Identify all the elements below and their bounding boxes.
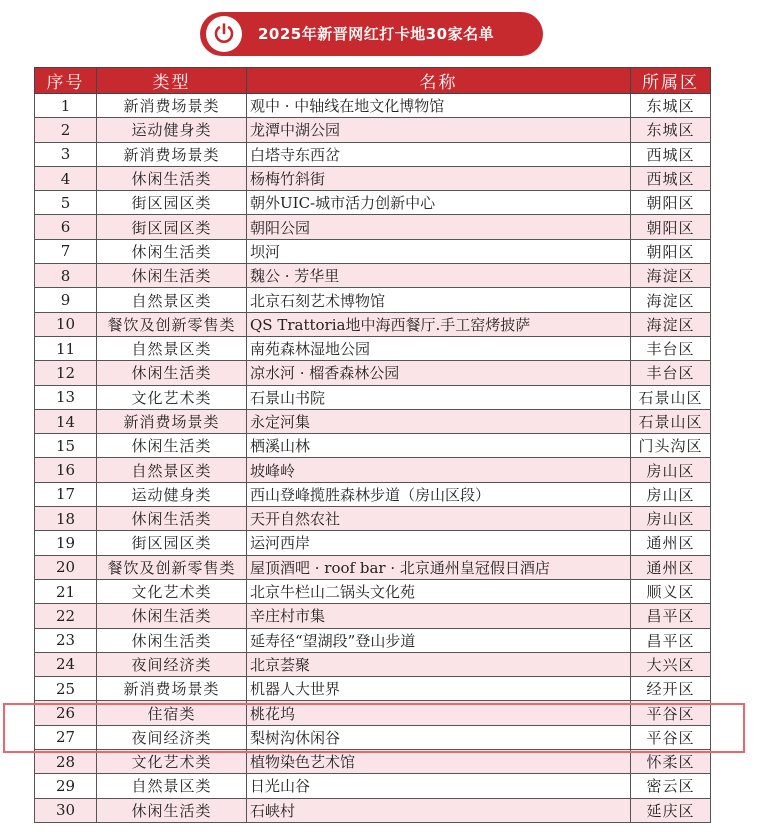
row-district-cell: 西城区 [631, 166, 711, 190]
row-type-cell: 新消费场景类 [97, 409, 247, 433]
row-number-cell: 29 [35, 774, 97, 798]
row-type-cell: 休闲生活类 [97, 239, 247, 263]
row-number-cell: 4 [35, 166, 97, 190]
row-district-cell: 通州区 [631, 555, 711, 579]
row-district-cell: 延庆区 [631, 798, 711, 822]
table-row [35, 312, 711, 336]
row-type-cell: 休闲生活类 [97, 361, 247, 385]
power-icon [206, 16, 242, 52]
row-type-cell: 街区园区类 [97, 531, 247, 555]
row-district-cell: 通州区 [631, 531, 711, 555]
row-number-cell: 15 [35, 434, 97, 458]
row-district-cell: 昌平区 [631, 604, 711, 628]
row-number-cell: 27 [35, 725, 97, 749]
row-district-cell: 海淀区 [631, 264, 711, 288]
row-type-cell: 新消费场景类 [97, 142, 247, 166]
header-number: 序号 [35, 68, 97, 94]
row-type-cell: 住宿类 [97, 701, 247, 725]
row-name-cell: 辛庄村市集 [247, 604, 631, 628]
row-type-cell: 文化艺术类 [97, 385, 247, 409]
row-number-cell: 21 [35, 579, 97, 603]
row-number-cell: 14 [35, 409, 97, 433]
page-title: 2025年新晋网红打卡地30家名单 [258, 25, 495, 43]
table-row [35, 458, 711, 482]
list-table-container [34, 67, 710, 823]
row-name-cell: 西山登峰揽胜森林步道（房山区段） [247, 482, 631, 506]
row-district-cell: 朝阳区 [631, 239, 711, 263]
row-name-cell: 桃花坞 [247, 701, 631, 725]
row-district-cell: 房山区 [631, 458, 711, 482]
row-number-cell: 25 [35, 677, 97, 701]
row-type-cell: 夜间经济类 [97, 652, 247, 676]
row-type-cell: 文化艺术类 [97, 750, 247, 774]
table-header-row [35, 68, 711, 94]
table-row [35, 774, 711, 798]
table-row [35, 628, 711, 652]
row-district-cell: 海淀区 [631, 288, 711, 312]
row-type-cell: 自然景区类 [97, 458, 247, 482]
row-name-cell: 栖溪山林 [247, 434, 631, 458]
table-row [35, 94, 711, 118]
table-row [35, 507, 711, 531]
table-row [35, 579, 711, 603]
row-type-cell: 运动健身类 [97, 482, 247, 506]
row-district-cell: 门头沟区 [631, 434, 711, 458]
table-row [35, 166, 711, 190]
row-district-cell: 经开区 [631, 677, 711, 701]
row-name-cell: 白塔寺东西岔 [247, 142, 631, 166]
row-type-cell: 餐饮及创新零售类 [97, 312, 247, 336]
table-row [35, 336, 711, 360]
row-number-cell: 6 [35, 215, 97, 239]
row-district-cell: 平谷区 [631, 725, 711, 749]
row-district-cell: 东城区 [631, 94, 711, 118]
row-type-cell: 运动健身类 [97, 118, 247, 142]
row-name-cell: 北京牛栏山二锅头文化苑 [247, 579, 631, 603]
row-number-cell: 30 [35, 798, 97, 822]
row-name-cell: 朝外UIC-城市活力创新中心 [247, 191, 631, 215]
row-district-cell: 平谷区 [631, 701, 711, 725]
row-type-cell: 文化艺术类 [97, 579, 247, 603]
table-row [35, 191, 711, 215]
table-row [35, 531, 711, 555]
row-number-cell: 8 [35, 264, 97, 288]
table-row [35, 555, 711, 579]
row-number-cell: 7 [35, 239, 97, 263]
row-name-cell: 石峡村 [247, 798, 631, 822]
row-name-cell: 坡峰岭 [247, 458, 631, 482]
row-district-cell: 石景山区 [631, 409, 711, 433]
row-district-cell: 石景山区 [631, 385, 711, 409]
row-number-cell: 9 [35, 288, 97, 312]
title-banner [200, 12, 543, 56]
header-type: 类型 [97, 68, 247, 94]
row-name-cell: 植物染色艺术馆 [247, 750, 631, 774]
row-name-cell: QS Trattoria地中海西餐厅.手工窑烤披萨 [247, 312, 631, 336]
table-row [35, 725, 711, 749]
row-district-cell: 朝阳区 [631, 191, 711, 215]
row-name-cell: 永定河集 [247, 409, 631, 433]
row-type-cell: 夜间经济类 [97, 725, 247, 749]
row-number-cell: 17 [35, 482, 97, 506]
row-number-cell: 16 [35, 458, 97, 482]
table-row [35, 798, 711, 822]
row-number-cell: 20 [35, 555, 97, 579]
row-type-cell: 街区园区类 [97, 215, 247, 239]
row-name-cell: 机器人大世界 [247, 677, 631, 701]
row-type-cell: 休闲生活类 [97, 166, 247, 190]
row-name-cell: 梨树沟休闲谷 [247, 725, 631, 749]
row-district-cell: 西城区 [631, 142, 711, 166]
table-row [35, 409, 711, 433]
row-number-cell: 2 [35, 118, 97, 142]
row-type-cell: 新消费场景类 [97, 94, 247, 118]
row-name-cell: 杨梅竹斜街 [247, 166, 631, 190]
row-type-cell: 自然景区类 [97, 774, 247, 798]
header-district: 所属区 [631, 68, 711, 94]
row-name-cell: 石景山书院 [247, 385, 631, 409]
row-type-cell: 休闲生活类 [97, 264, 247, 288]
row-type-cell: 休闲生活类 [97, 434, 247, 458]
header-name: 名称 [247, 68, 631, 94]
table-row [35, 361, 711, 385]
row-number-cell: 12 [35, 361, 97, 385]
list-table [34, 67, 711, 823]
row-name-cell: 朝阳公园 [247, 215, 631, 239]
row-district-cell: 丰台区 [631, 336, 711, 360]
row-district-cell: 房山区 [631, 482, 711, 506]
row-type-cell: 自然景区类 [97, 336, 247, 360]
row-type-cell: 餐饮及创新零售类 [97, 555, 247, 579]
table-row [35, 118, 711, 142]
table-row [35, 264, 711, 288]
row-number-cell: 28 [35, 750, 97, 774]
row-number-cell: 13 [35, 385, 97, 409]
row-district-cell: 丰台区 [631, 361, 711, 385]
table-row [35, 677, 711, 701]
row-number-cell: 11 [35, 336, 97, 360]
row-number-cell: 5 [35, 191, 97, 215]
row-type-cell: 街区园区类 [97, 191, 247, 215]
row-district-cell: 朝阳区 [631, 215, 711, 239]
row-number-cell: 1 [35, 94, 97, 118]
table-row [35, 288, 711, 312]
row-number-cell: 3 [35, 142, 97, 166]
table-row [35, 604, 711, 628]
row-number-cell: 24 [35, 652, 97, 676]
table-row [35, 750, 711, 774]
row-district-cell: 顺义区 [631, 579, 711, 603]
row-name-cell: 北京荟聚 [247, 652, 631, 676]
row-number-cell: 19 [35, 531, 97, 555]
table-row [35, 215, 711, 239]
table-row [35, 482, 711, 506]
row-name-cell: 运河西岸 [247, 531, 631, 555]
table-row [35, 701, 711, 725]
row-district-cell: 房山区 [631, 507, 711, 531]
table-row [35, 652, 711, 676]
row-name-cell: 日光山谷 [247, 774, 631, 798]
row-district-cell: 昌平区 [631, 628, 711, 652]
row-name-cell: 凉水河 · 榴香森林公园 [247, 361, 631, 385]
row-name-cell: 观中 · 中轴线在地文化博物馆 [247, 94, 631, 118]
row-district-cell: 东城区 [631, 118, 711, 142]
row-name-cell: 南苑森林湿地公园 [247, 336, 631, 360]
table-row [35, 239, 711, 263]
row-district-cell: 大兴区 [631, 652, 711, 676]
row-number-cell: 10 [35, 312, 97, 336]
row-type-cell: 新消费场景类 [97, 677, 247, 701]
row-district-cell: 海淀区 [631, 312, 711, 336]
table-row [35, 142, 711, 166]
row-name-cell: 坝河 [247, 239, 631, 263]
row-name-cell: 延寿径“望湖段”登山步道 [247, 628, 631, 652]
row-district-cell: 密云区 [631, 774, 711, 798]
row-name-cell: 屋顶酒吧 · roof bar · 北京通州皇冠假日酒店 [247, 555, 631, 579]
table-row [35, 434, 711, 458]
row-name-cell: 天开自然农社 [247, 507, 631, 531]
row-type-cell: 休闲生活类 [97, 604, 247, 628]
row-type-cell: 休闲生活类 [97, 628, 247, 652]
row-number-cell: 26 [35, 701, 97, 725]
row-number-cell: 23 [35, 628, 97, 652]
row-district-cell: 怀柔区 [631, 750, 711, 774]
row-name-cell: 北京石刻艺术博物馆 [247, 288, 631, 312]
table-body [35, 94, 711, 823]
row-type-cell: 休闲生活类 [97, 507, 247, 531]
row-type-cell: 休闲生活类 [97, 798, 247, 822]
row-name-cell: 魏公 · 芳华里 [247, 264, 631, 288]
table-row [35, 385, 711, 409]
row-number-cell: 22 [35, 604, 97, 628]
row-type-cell: 自然景区类 [97, 288, 247, 312]
row-number-cell: 18 [35, 507, 97, 531]
row-name-cell: 龙潭中湖公园 [247, 118, 631, 142]
